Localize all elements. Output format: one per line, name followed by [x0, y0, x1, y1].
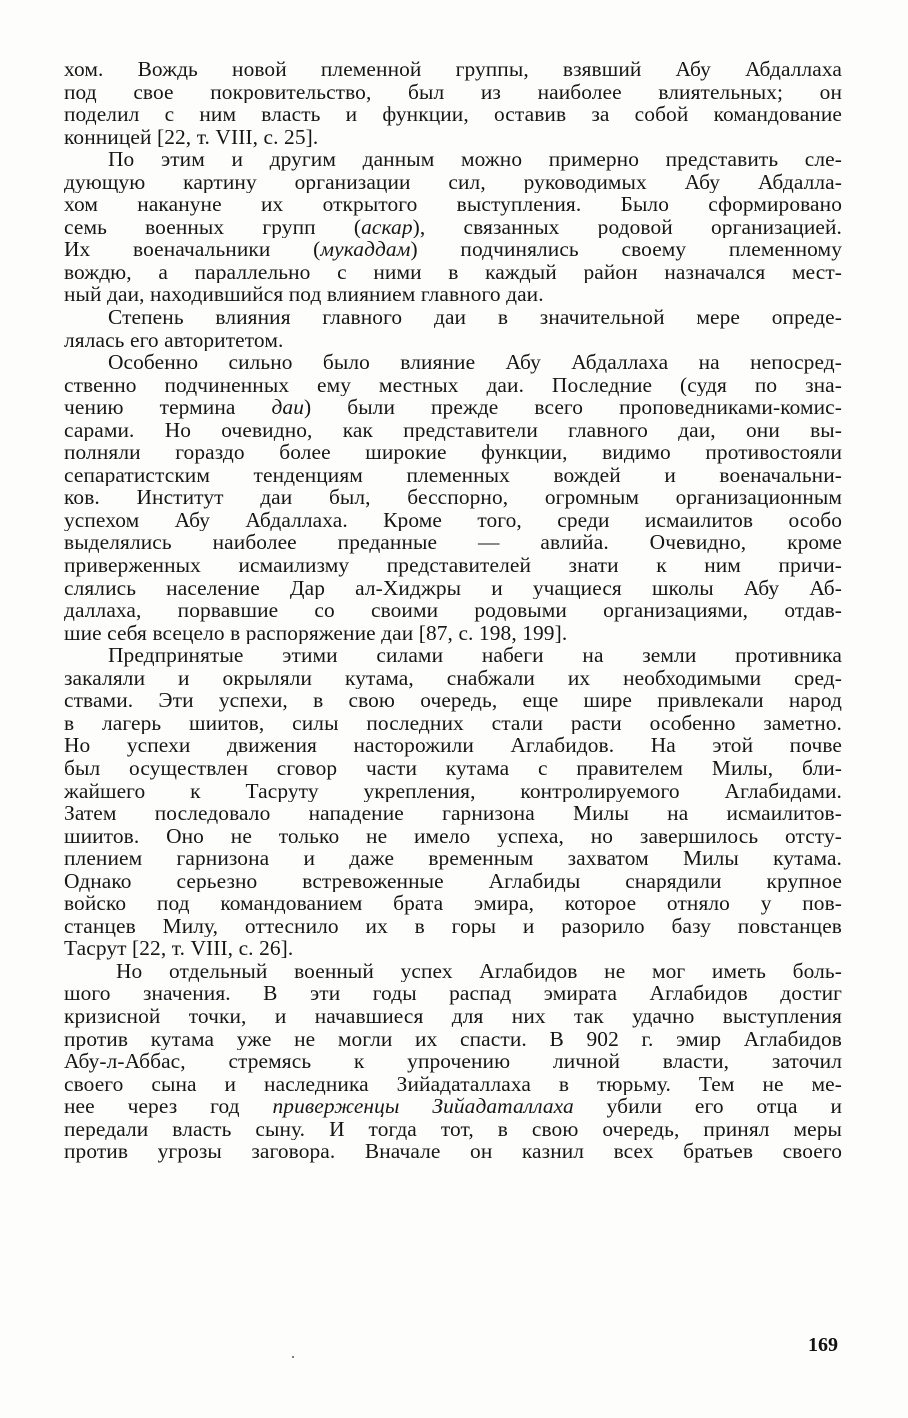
text-line: поделил с ним власть и функции, оставив за собой командование	[64, 103, 842, 126]
text-line: жайшего к Тасруту укрепления, контролируемого Аглабидами.	[64, 779, 842, 803]
text-line: лялась его авторитетом.	[64, 328, 284, 352]
text-line: хом накануне их открытого выступления. Было сформировано	[64, 193, 842, 216]
text-line: станцев Милу, оттеснило их в горы и разорило базу повстанцев	[64, 914, 842, 938]
text-line: Однако серьезно встревоженные Аглабиды снарядили крупное	[64, 869, 842, 893]
text-line: шого значения. В эти годы распад эмирата Аглабидов достиг	[64, 982, 842, 1005]
text-line: сарами. Но очевидно, как представители главного даи, они вы-	[64, 418, 842, 442]
text-line: кризисной точки, и начавшиеся для них так удачно выступления	[64, 1004, 842, 1028]
text-line: шиитов. Оно не только не имело успеха, но завершилось отсту-	[64, 824, 842, 848]
text-line: Но отдельный военный успех Аглабидов не мог иметь боль-	[116, 959, 842, 983]
text-line: Особенно сильно было влияние Абу Абдаллаха на непосред-	[108, 351, 842, 374]
print-speck	[292, 1356, 294, 1358]
text-line: против угрозы заговора. Вначале он казнил всех братьев своего	[64, 1140, 842, 1163]
text-line: успехом Абу Абдаллаха. Кроме того, среди исмаилитов особо	[64, 508, 842, 532]
text-line: Но успехи движения насторожили Аглабидов. На этой почве	[64, 734, 842, 757]
text-line: Тасрут [22, т. VIII, с. 26].	[64, 937, 294, 960]
text-line: Затем последовало нападение гарнизона Милы на исмаилитов-	[64, 802, 842, 825]
text-line: слялись население Дар ал-Хиджры и учащиеся школы Абу Аб-	[64, 576, 842, 600]
text-line: Степень влияния главного даи в значительной мере опреде-	[108, 306, 842, 329]
text-line: ков. Институт даи был, бесспорно, огромным организационным	[64, 486, 842, 509]
text-line: Их военачальники (мукаддам) подчинялись своему племенному	[64, 238, 842, 261]
text-line: был осуществлен сговор части кутама с правителем Милы, бли-	[64, 756, 842, 780]
text-line: полняли гораздо более широкие функции, видимо противостояли	[64, 441, 842, 464]
page-number: 169	[808, 1334, 838, 1356]
text-line: ный даи, находившийся под влиянием главного даи.	[64, 283, 544, 307]
text-line: передали власть сыну. И тогда тот, в свою очередь, принял меры	[64, 1117, 842, 1141]
text-line: ственно подчиненных ему местных даи. Последние (судя по зна-	[64, 373, 842, 397]
text-line: семь военных групп (аскар), связанных родовой организацией.	[64, 215, 842, 239]
text-line: сепаратистским тенденциям племенных вождей и военачальни-	[64, 463, 842, 487]
text-line: войско под командованием брата эмира, которое отняло у пов-	[64, 892, 842, 915]
text-line: По этим и другим данным можно примерно представить сле-	[108, 148, 842, 171]
text-line: Предпринятые этими силами набеги на земли противника	[108, 644, 842, 667]
text-line: плением гарнизона и даже временным захватом Милы кутама.	[64, 847, 842, 870]
text-line: выделялись наиболее преданные — авлийа. Очевидно, кроме	[64, 531, 842, 555]
body-text	[64, 58, 842, 1163]
text-line: дующую картину организации сил, руководимых Абу Абдалла-	[64, 170, 842, 194]
text-line: шие себя всецело в распоряжение даи [87, с. 198, 199].	[64, 621, 568, 645]
text-line: вождю, а параллельно с ними в каждый район назначался мест-	[64, 260, 842, 284]
text-line: нее через год приверженцы Зийадаталлаха убили его отца и	[64, 1095, 842, 1118]
text-line: чению термина даи) были прежде всего проповедниками-комис-	[64, 396, 842, 419]
text-line: Абу-л-Аббас, стремясь к упрочению личной власти, заточил	[64, 1050, 842, 1073]
text-line: своего сына и наследника Зийадаталлаха в тюрьму. Тем не ме-	[64, 1072, 842, 1096]
text-line: конницей [22, т. VIII, с. 25].	[64, 125, 319, 149]
text-line: в лагерь шиитов, силы последних стали расти особенно заметно.	[64, 711, 842, 735]
text-line: под свое покровительство, был из наиболее влиятельных; он	[64, 80, 842, 104]
text-line: ствами. Эти успехи, в свою очередь, еще шире привлекали народ	[64, 689, 842, 712]
text-line: хом. Вождь новой племенной группы, взявший Абу Абдаллаха	[64, 58, 842, 81]
text-line: закаляли и окрыляли кутама, снабжали их необходимыми сред-	[64, 666, 842, 690]
text-line: даллаха, порвавшие со своими родовыми организациями, отдав-	[64, 599, 842, 622]
text-line: против кутама уже не могли их спасти. В 902 г. эмир Аглабидов	[64, 1027, 842, 1051]
text-line: приверженных исмаилизму представителей знати к ним причи-	[64, 554, 842, 577]
